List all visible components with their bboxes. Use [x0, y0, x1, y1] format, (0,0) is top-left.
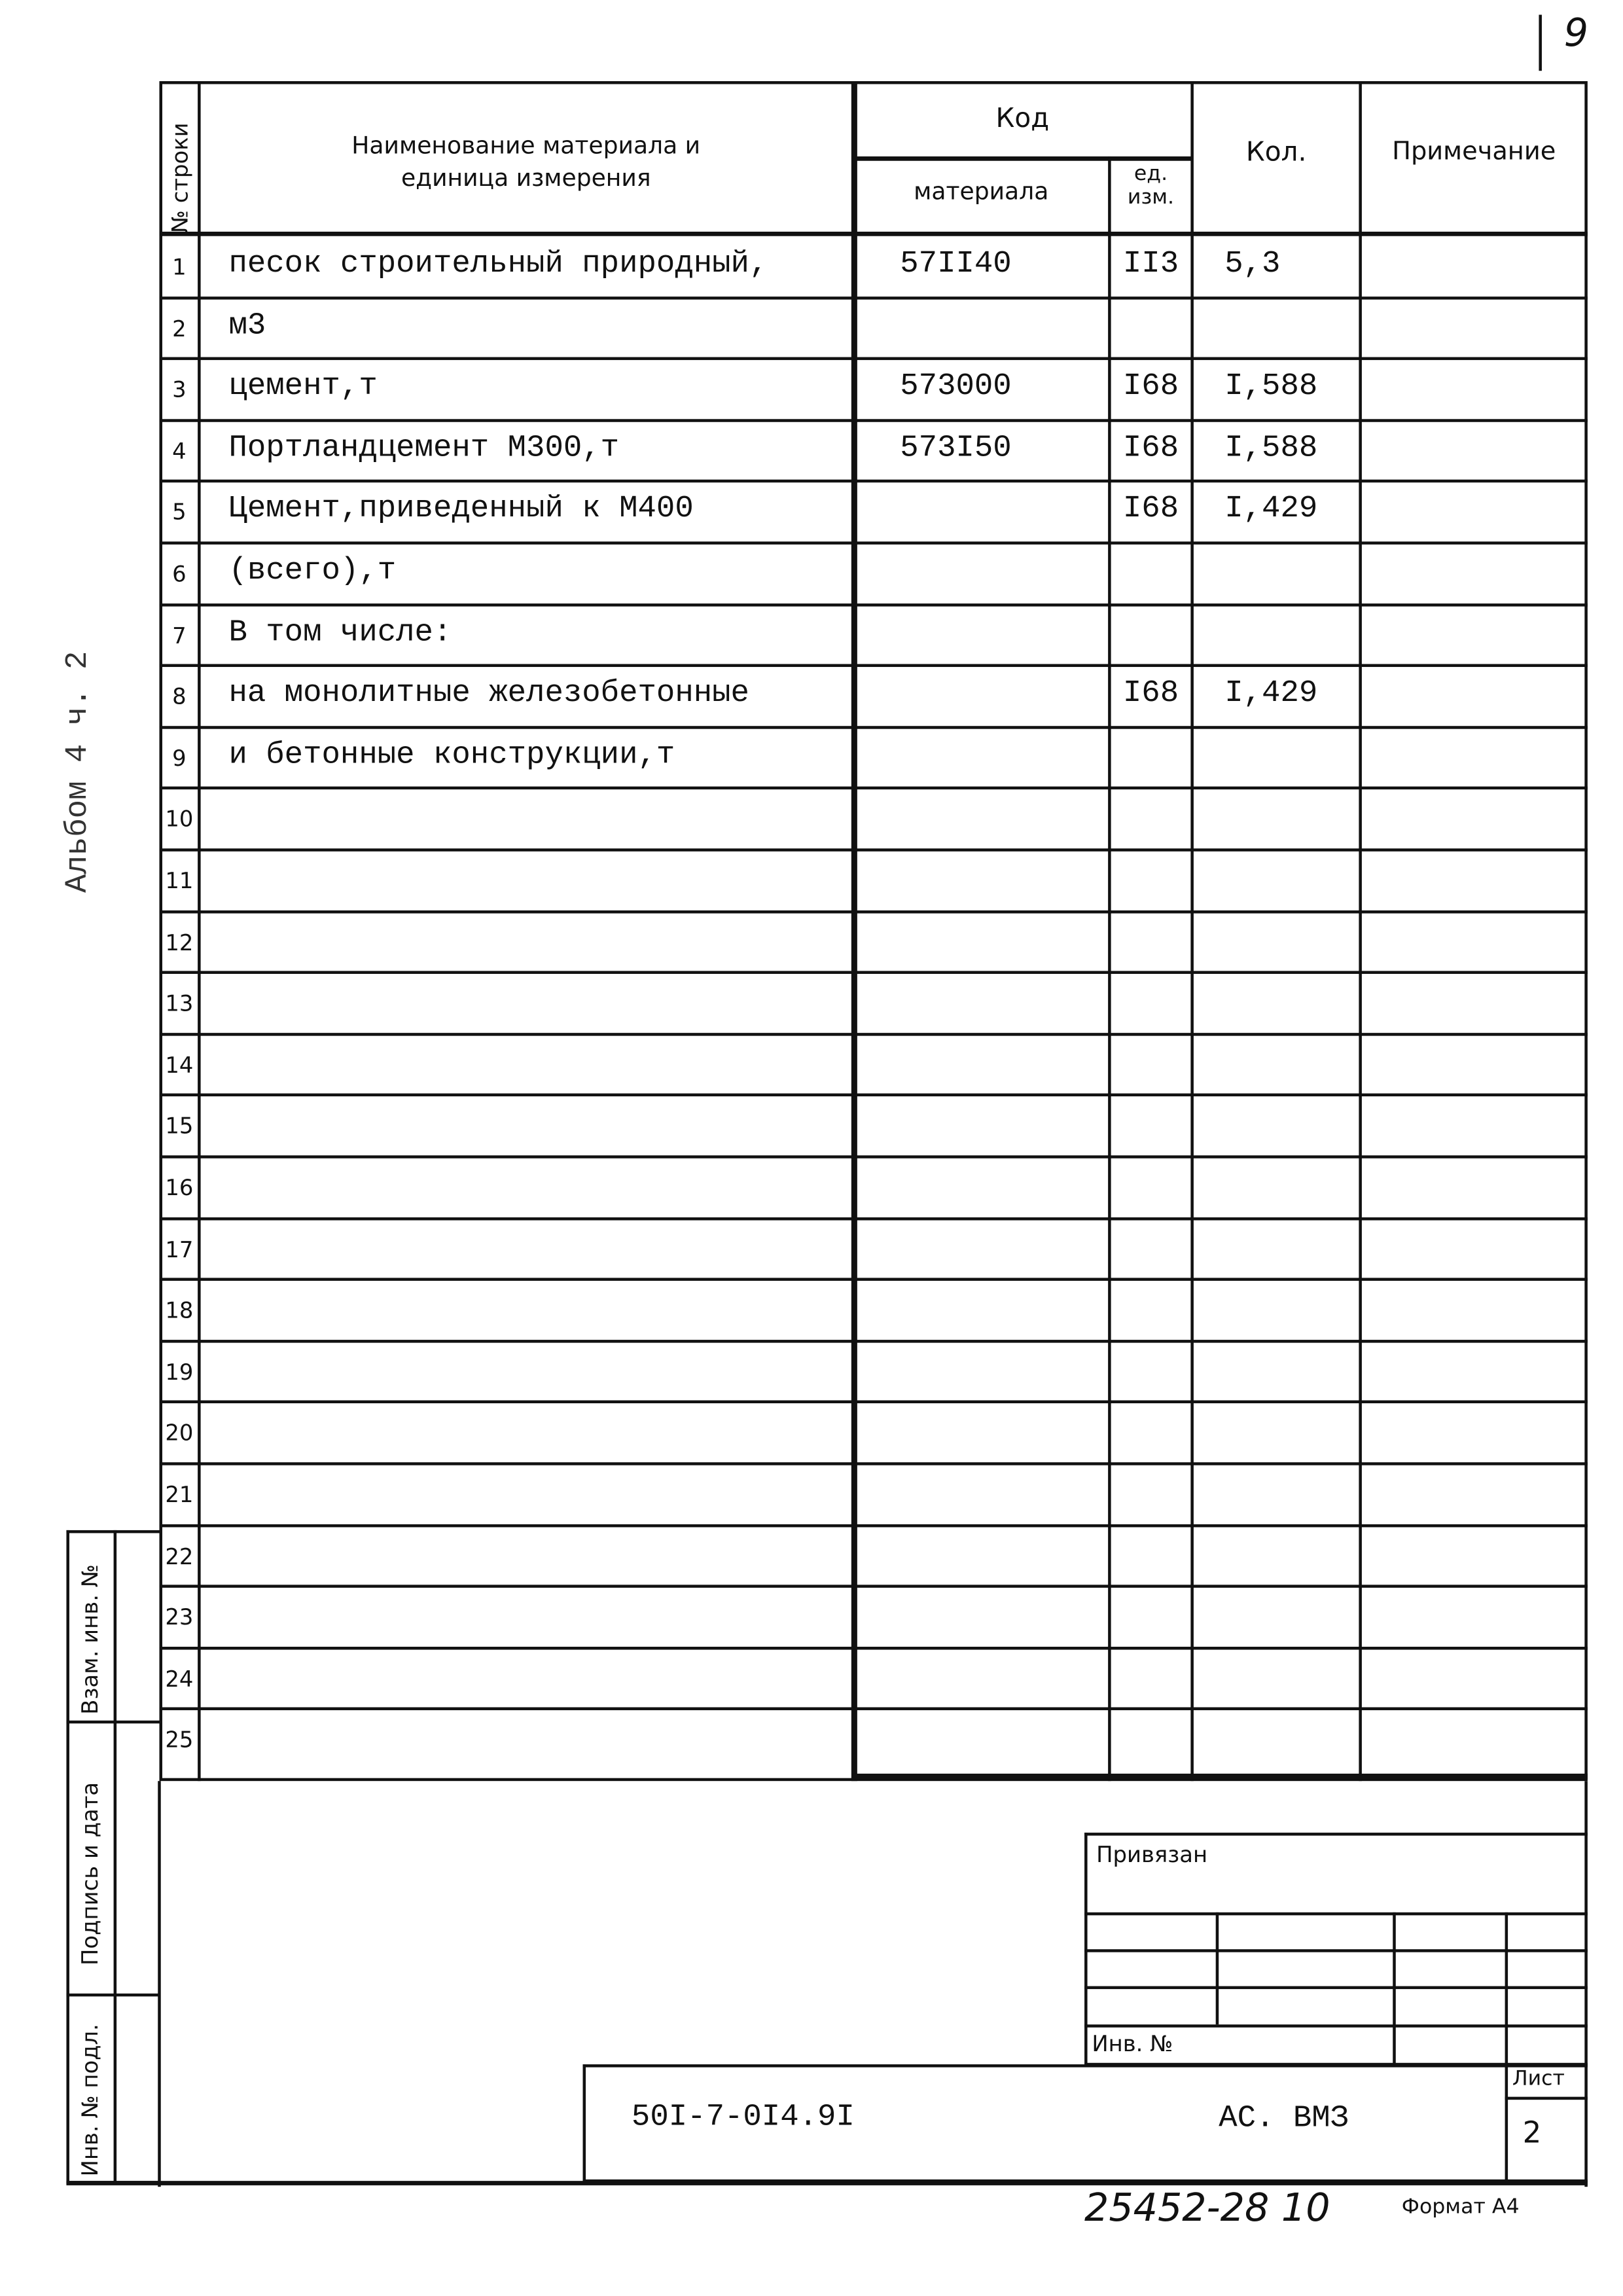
row-name: и бетонные конструкции,т: [228, 739, 675, 773]
row-name: на монолитные железобетонные: [228, 677, 749, 712]
header-name-line1: Наименование материала и: [351, 131, 701, 160]
row-number: 15: [165, 1113, 194, 1140]
row-unit-code: I68: [1122, 493, 1179, 528]
row-number: 6: [172, 560, 187, 588]
row-divider: [159, 787, 1587, 791]
row-quantity: 5,3: [1224, 247, 1281, 282]
row-quantity: I,588: [1224, 370, 1318, 405]
row-number: 19: [165, 1358, 194, 1386]
row-quantity: I,429: [1224, 677, 1318, 712]
row-divider: [159, 1462, 1587, 1465]
row-number: 5: [172, 499, 187, 526]
row-divider: [159, 603, 1587, 606]
row-divider: [159, 971, 1587, 975]
row-material-code: 57II40: [900, 247, 1012, 282]
row-unit-code: I68: [1122, 432, 1179, 466]
row-divider: [159, 1708, 1587, 1711]
row-number: 4: [172, 438, 187, 465]
row-divider: [159, 1340, 1587, 1343]
signature-date-label: Подпись и дата: [77, 1782, 103, 1965]
row-name: (всего),т: [228, 554, 397, 589]
row-number: 9: [172, 745, 187, 772]
row-number: 7: [172, 622, 187, 649]
row-number: 18: [165, 1297, 194, 1324]
header-unit-line2: изм.: [1127, 186, 1175, 210]
inv-no-label: Инв. №: [1092, 2030, 1173, 2057]
row-number: 23: [165, 1604, 194, 1631]
row-number: 2: [172, 315, 187, 342]
header-name-line2: единица измерения: [401, 164, 651, 192]
row-divider: [159, 296, 1587, 299]
doc-mark: АС. ВМЗ: [1219, 2102, 1349, 2137]
row-name: песок строительный природный,: [228, 247, 768, 282]
row-number: 1: [172, 253, 187, 281]
format-label: Формат А4: [1401, 2195, 1520, 2219]
row-divider: [159, 1585, 1587, 1588]
row-divider: [159, 1094, 1587, 1097]
row-divider: [159, 1033, 1587, 1036]
header-row-no: № строки: [166, 122, 194, 234]
row-number: 24: [165, 1665, 194, 1693]
row-number: 16: [165, 1174, 194, 1202]
row-divider: [159, 480, 1587, 484]
row-divider: [159, 1524, 1587, 1527]
row-divider: [159, 726, 1587, 729]
row-number: 10: [165, 806, 194, 833]
row-divider: [159, 1278, 1587, 1282]
row-number: 22: [165, 1543, 194, 1570]
row-unit-code: II3: [1122, 247, 1179, 282]
sheet-label: Лист: [1512, 2067, 1565, 2091]
row-divider: [159, 664, 1587, 668]
row-divider: [159, 541, 1587, 545]
row-name: Цемент,приведенный к М400: [228, 493, 694, 528]
row-number: 13: [165, 990, 194, 1017]
linked-label: Привязан: [1096, 1841, 1208, 1869]
header-code: Код: [995, 103, 1050, 135]
row-number: 8: [172, 683, 187, 710]
row-number: 12: [165, 929, 194, 956]
row-number: 14: [165, 1052, 194, 1079]
row-quantity: I,429: [1224, 493, 1318, 528]
header-unit-line1: ед.: [1133, 162, 1168, 187]
row-divider: [159, 1401, 1587, 1404]
row-name: В том числе:: [228, 616, 452, 651]
row-number: 17: [165, 1236, 194, 1263]
row-divider: [159, 1217, 1587, 1220]
replaced-inv-label: Взам. инв. №: [77, 1564, 103, 1715]
row-number: 25: [165, 1727, 194, 1754]
row-number: 20: [165, 1420, 194, 1447]
row-divider: [159, 848, 1587, 852]
row-unit-code: I68: [1122, 677, 1179, 712]
row-divider: [159, 357, 1587, 361]
header-material: материала: [914, 177, 1049, 206]
doc-code: 50I-7-0I4.9I: [631, 2101, 855, 2136]
header-qty: Кол.: [1245, 137, 1307, 169]
handwritten-code: 25452-28 10: [1084, 2187, 1330, 2231]
page-number: 9: [1563, 12, 1589, 56]
row-divider: [159, 1647, 1587, 1650]
sheet-value: 2: [1522, 2114, 1542, 2150]
row-material-code: 573I50: [900, 432, 1012, 466]
row-quantity: I,588: [1224, 432, 1318, 466]
row-divider: [159, 419, 1587, 422]
row-unit-code: I68: [1122, 370, 1179, 405]
row-name: Портландцемент М300,т: [228, 432, 620, 466]
row-divider: [159, 1155, 1587, 1158]
row-number: 11: [165, 867, 194, 895]
header-unit: [1109, 162, 1192, 209]
album-label: Альбом 4 ч. 2: [62, 651, 96, 893]
header-note: Примечание: [1392, 137, 1556, 167]
corner-mark: [1539, 15, 1542, 71]
row-name: м3: [228, 309, 266, 344]
row-material-code: 573000: [900, 370, 1012, 405]
row-divider: [159, 910, 1587, 913]
inv-original-label: Инв. № подл.: [77, 2024, 103, 2177]
row-number: 3: [172, 376, 187, 403]
row-number: 21: [165, 1481, 194, 1509]
header-name: [199, 130, 853, 194]
row-name: цемент,т: [228, 370, 378, 405]
